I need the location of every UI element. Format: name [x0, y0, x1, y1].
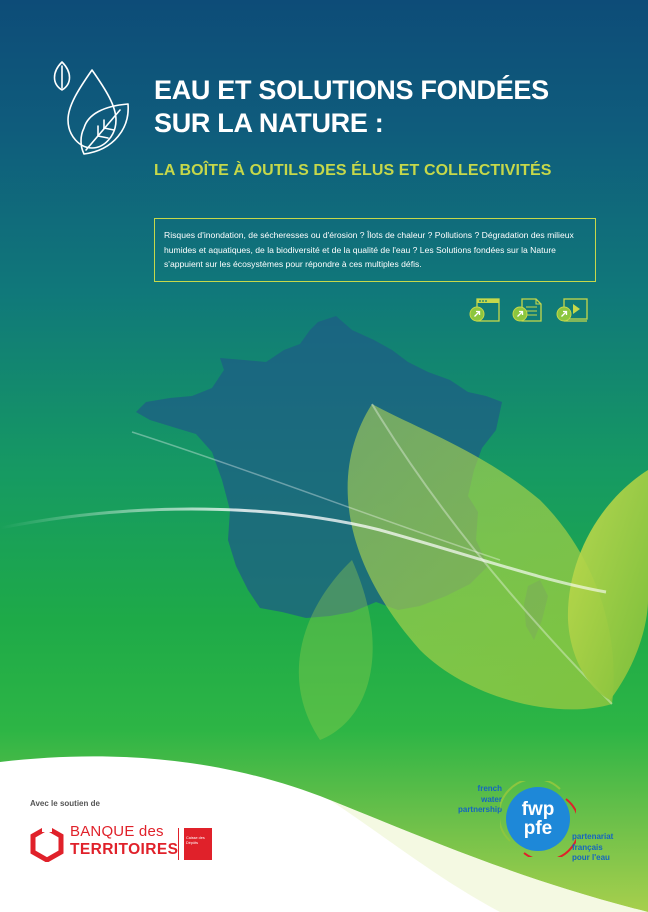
fwp-en-word: water: [481, 794, 502, 804]
fwp-en-word: partnership: [457, 805, 502, 814]
title-line-2: SUR LA NATURE :: [154, 108, 384, 138]
web-page-icon[interactable]: [469, 298, 501, 324]
fwp-fr-word: pour l'eau: [572, 853, 610, 862]
document-icon[interactable]: [512, 298, 544, 324]
banque-des-territoires-logo[interactable]: [30, 822, 220, 866]
fwp-pfe-logo[interactable]: [457, 784, 622, 874]
bdt-line-1: BANQUE des: [70, 823, 164, 840]
fwp-logo-bottom: pfe: [523, 818, 553, 839]
fwp-french-name: [572, 832, 613, 864]
fwp-fr-word: partenariat: [572, 832, 614, 841]
hexagon-logo-icon: [30, 826, 64, 862]
fwp-english-name: [458, 784, 502, 816]
fwp-en-word: french: [477, 784, 502, 793]
title-line-1: EAU ET SOLUTIONS FONDÉES: [154, 75, 549, 105]
logo-divider: [178, 828, 179, 860]
page-title: [154, 74, 624, 140]
fwp-logo-top: fwp: [521, 799, 555, 820]
video-icon[interactable]: [556, 298, 588, 324]
bdt-line-2: TERRITOIRES: [70, 841, 179, 858]
fwp-fr-word: français: [572, 842, 603, 852]
support-label: Avec le soutien de: [30, 799, 100, 808]
cdc-text: Caisse des Dépôts: [186, 836, 205, 845]
page-subtitle: LA BOÎTE À OUTILS DES ÉLUS ET COLLECTIVITÉS: [154, 162, 552, 179]
intro-text-box: Risques d'inondation, de sécheresses ou d'érosion ? Îlots de chaleur ? Pollutions ? Dégradation des milieux humides et aquatiques, de la biodiversité et de la qualité de l'eau ? Les Solutions fondées sur la Nature s'appuient sur les écosystèmes pour répondre à ces multiples défis.: [154, 218, 596, 282]
right-leaf: [568, 470, 648, 700]
water-drop-leaf-icon: [48, 58, 134, 162]
